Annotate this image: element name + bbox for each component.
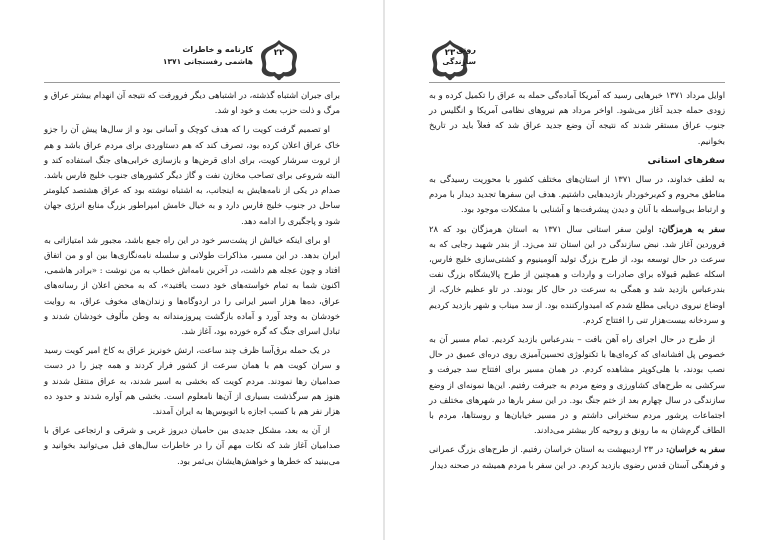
running-header [163,44,253,68]
run-in-heading: سفر به خراسان: [665,444,725,455]
page-number: ۲۳ [444,48,456,58]
header-title-line1: کارنامه و خاطرات [182,45,253,54]
trip-paragraph-hormozgan [429,222,725,328]
paragraph: به لطف خداوند، در سال ۱۳۷۱ از استان‌های مختلف کشور با محوریت رسیدگی به مناطق محروم و کم‌برخوردار بازدیدهایی داشتیم. هدف این سفرها تجدید دیدار با مردم و ارتباط بی‌واسطه با آنان و دیدن پیشرفت‌ها و آشنایی با مشکلات موجود بود. [429,174,725,215]
page-number-ornament [258,38,300,82]
section-heading: سفرهای استانی [647,154,725,166]
run-in-heading: سفر به هرمزگان: [658,223,725,234]
header-rule [429,82,725,83]
paragraph: او تصمیم گرفت کویت را که هدف کوچک و آسانی بود و از سال‌ها پیش آن را جزو خاک عراق اعلان کرده بود، تصرف کند که هم دستاوردی برای مردم عراق باشد و هم از ثروت سرشار کویت، برای ادای قرض‌ها و بازسازی خرابی‌های جنگ استفاده کند و البته شروعی برای تصاحب مخازن نفت و گاز دیگر کشورهای جنوب خلیج فارس باشد. صدام در یکی از نامه‌هایش به اینجانب، به اشتباه نوشته بود که عراق هشتصد کیلومتر ساحل در جنوب خلیج فارس دارد و به خیال خامش امپراطور بزرگ منابع انرژی جهان شود و پاجگیری را ادامه دهد. [44,124,340,226]
paragraph-text: اولین سفر استانی سال ۱۳۷۱ به استان هرمزگان بود که ۲۸ فروردین آغاز شد. نبض سازندگی در این استان تند می‌زد. از بندر شهید رجایی که به سرعت در حال توسعه بود، از طرح بزرگ تولید آلومینیوم و کشتی‌سازی خلیج فارس، اسکله عظیم قبولاه برای صادرات و واردات و همچنین از طرح پالایشگاه بزرگ نفت بندرعباس بازدید شد و همگی به سرعت در حال کار بودند. در تاو عظیم خارک، از اوضاع نیروی دریایی مطلع شدم که امیدوارکننده بود. از سد میناب و شهر بازدید کردیم و سردخانه بیست‌هزار تنی را افتتاح کردم. [429,223,725,325]
trip-paragraph-khorasan [429,442,725,472]
ornament-icon [258,38,300,82]
paragraph: از آن به بعد، مشکل جدیدی بین حامیان دیروز غربی و شرقی و ارتجاعی عراق با صدامیان آغاز شد که نکات مهم آن را در خاطرات سال‌های قبل می‌توانید بخوانید و می‌بینید که خطرها و خواهش‌هایشان بی‌ثمر بود. [44,425,340,466]
header-rule [44,82,340,83]
left-page-body [44,88,340,473]
paragraph: او برای اینکه خیالش از پشت‌سر خود در این راه جمع باشد، مجبور شد امتیازاتی به ایران بدهد. در این مسیر، مذاکرات طولانی و سلسله نامه‌نگاری‌ها بین او و من اتفاق افتاد و چون عجله هم داشت، در آخرین نامه‌اش خطاب به من نوشت : «برادر هاشمی، اکنون شما به تمام خواسته‌های خود دست یافتید»، که به محض اعلان از رسانه‌های عراق، ده‌ها هزار اسیر ایرانی را در اردوگاه‌ها و زندان‌های مخوف عراق، به روایت خودشان به وجد آورد و آماده بازگشت پیروزمندانه به وطن مألوف خودشان شدند و تبادل اسرای جنگ که گره خورده بود، آغاز شد. [44,234,340,337]
right-page [385,0,768,540]
header-title-line2: سازندگی [442,57,476,66]
paragraph: برای جبران اشتباه گذشته، در اشتباهی دیگر فرورفت که نتیجه آن انهدام بیشتر عراق و مرگ و ذلت حزب بعث و خود او شد. [44,90,340,116]
page-number: ۲۲ [273,48,285,58]
header-title-line2: هاشمی رفسنجانی ۱۳۷۱ [162,57,253,66]
left-page [0,0,383,540]
paragraph: در یک حمله برق‌آسا ظرف چند ساعت، ارتش خونریز عراق به کاخ امیر کویت رسید و سران کویت هم با همان سرعت از کشور فرار کردند و همه چیز را در دست صدامیان رها نمودند. مردم کویت که بخشی به اسیر شدند، به عراق منتقل شدند و هنوز هم سرگذشت بسیاری از آن‌ها نامعلوم است. بخشی هم آواره شدند و حدود ده هزار نفر هم با کسب اجازه با اتوبوس‌ها به ایران آمدند. [44,345,340,417]
paragraph: اوایل مرداد ۱۳۷۱ خبرهایی رسید که آمریکا آماده‌گی حمله به عراق را تکمیل کرده و به زودی حمله جدید آغاز می‌شود. اواخر مرداد هم نیروهای نظامی آمریکا و انگلیس در جنوب عراق مستقر شدند که نتیجه آن وضع جدید عراق شد که فعلاً باید در تاریخ بخوانیم. [429,90,725,146]
paragraph-text: در ۲۳ اردیبهشت به استان خراسان رفتیم. از طرح‌های بزرگ عمرانی و فرهنگی آستان قدس رضوی بازدید کردم. در این سفر با مردم همیشه در صحنه دیدار [429,444,725,470]
paragraph: از طرح در حال اجرای راه آهن بافت – بندرعباس بازدید کردیم. تمام مسیر آن به خصوص پل افشانه‌ای که کره‌ای‌ها با تکنولوژی تحسین‌آمیزی روی دره‌ای عمیق در حال نصب بودند، با هلی‌کوپتر مشاهده کردم. در همان مسیر برای افتتاح سد جیرفت و سرکشی به طرح‌های کشاورزی و وضع مردم به جیرفت رفتیم. این‌ها نمونه‌ای از وضع سازندگی در سال چهارم بعد از ختم جنگ بود. در این سفر بارها در شهرهای مختلف در اجتماعات پرشور مردم سخنرانی داشتم و در مسیر خیابان‌ها و روستاها، مردم با الطاف گرم‌شان به ما رونق و روحیه کار بیشتر می‌دادند. [429,334,725,436]
right-page-header [385,38,768,82]
left-page-header [0,38,383,82]
header-title-line1: رونق [456,45,476,54]
right-page-body [429,88,725,477]
running-header [442,44,476,68]
